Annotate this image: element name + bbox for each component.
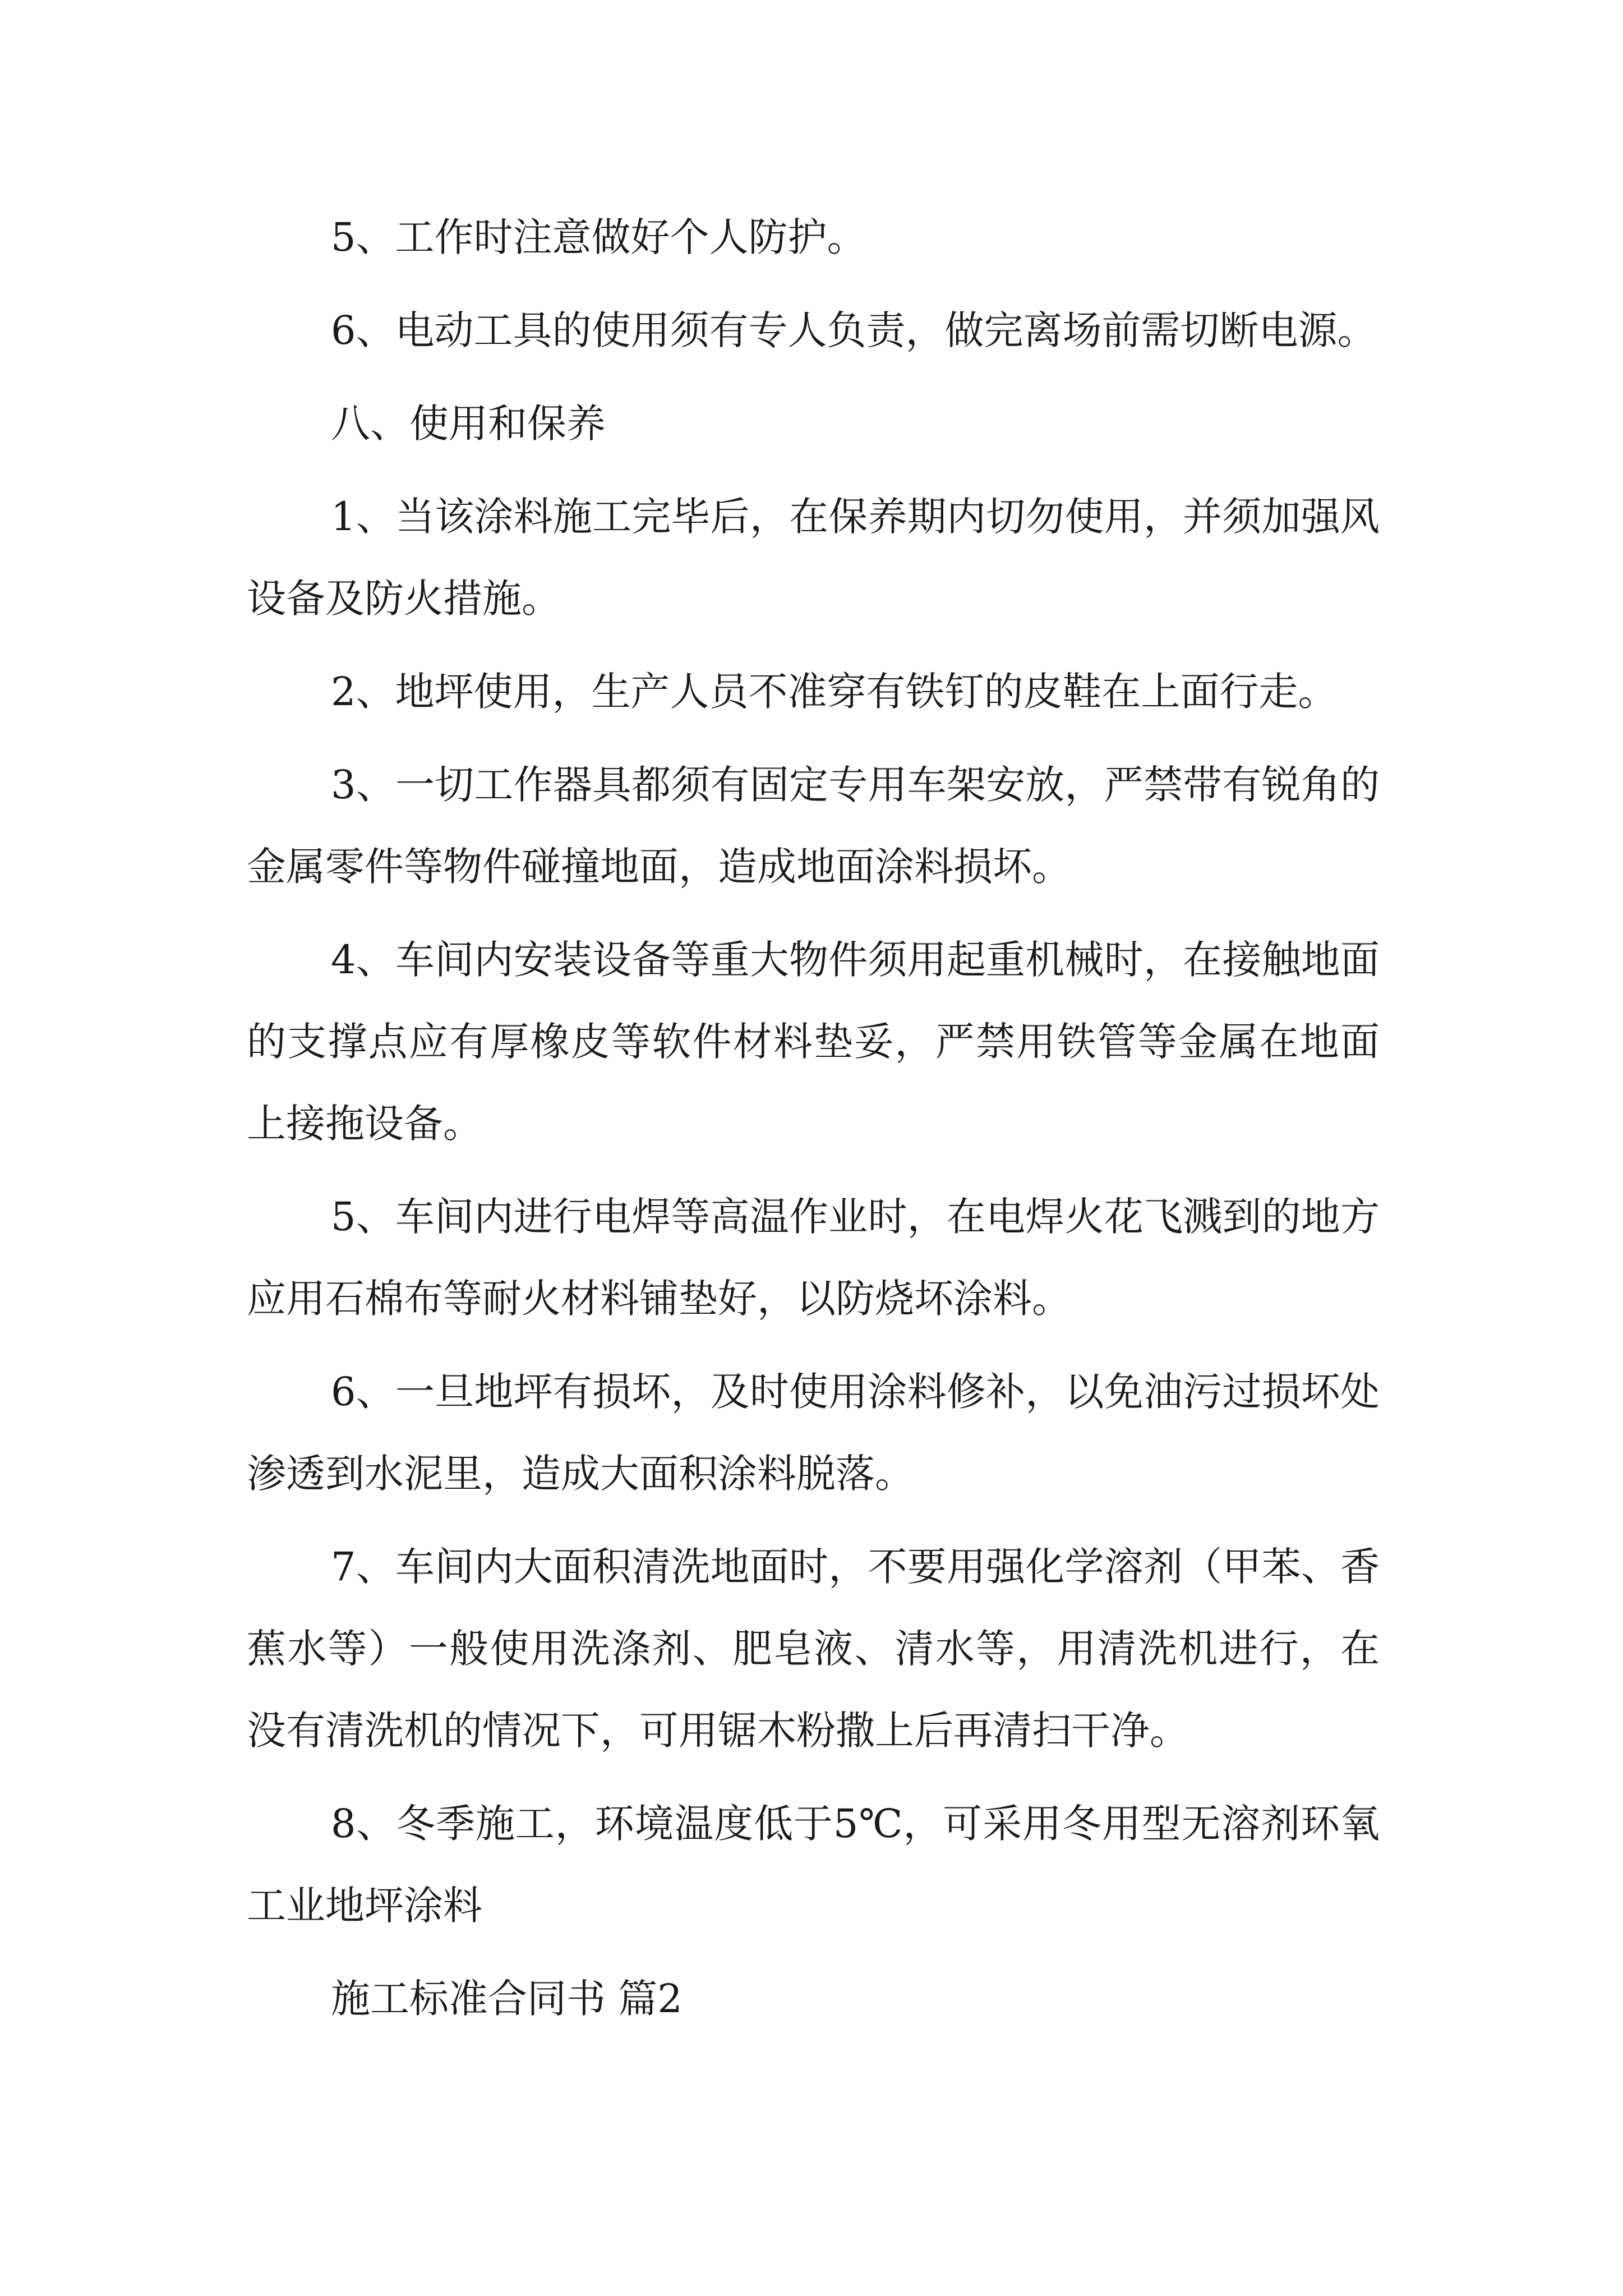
paragraph-item-2-shoes: 2、地坪使用，生产人员不准穿有铁钉的皮鞋在上面行走。 — [331, 669, 1338, 715]
paragraph-item-8-winter: 8、冬季施工，环境温度低于5℃，可采用冬用型无溶剂环氧工业地坪涂料 — [247, 1801, 1380, 1929]
section-heading-usage-maintenance: 八、使用和保养 — [331, 401, 606, 447]
paragraph-item-5-protection: 5、工作时注意做好个人防护。 — [331, 214, 866, 260]
paragraph-item-6-repair: 6、一旦地坪有损坏，及时使用涂料修补，以免油污过损坏处渗透到水泥里，造成大面积涂料脱落。 — [247, 1369, 1380, 1497]
paragraph-item-1-curing: 1、当该涂料施工完毕后，在保养期内切勿使用，并须加强风设备及防火措施。 — [247, 494, 1380, 622]
paragraph-item-7-cleaning: 7、车间内大面积清洗地面时，不要用强化学溶剂（甲苯、香蕉水等）一般使用洗涤剂、肥皂液、清水等，用清洗机进行，在没有清洗机的情况下，可用锯木粉撒上后再清扫干净。 — [247, 1544, 1380, 1754]
section-heading-contract-part2: 施工标准合同书 篇2 — [331, 1976, 683, 2022]
paragraph-item-6-power-tools: 6、电动工具的使用须有专人负责，做完离场前需切断电源。 — [331, 307, 1377, 353]
document-body — [247, 196, 1380, 2051]
paragraph-item-4-heavy-equipment: 4、车间内安装设备等重大物件须用起重机械时，在接触地面的支撑点应有厚橡皮等软件材料垫妥，严禁用铁管等金属在地面上接拖设备。 — [247, 937, 1380, 1147]
paragraph-item-5-welding: 5、车间内进行电焊等高温作业时，在电焊火花飞溅到的地方应用石棉布等耐火材料铺垫好，以防烧坏涂料。 — [247, 1194, 1380, 1322]
paragraph-item-3-tools: 3、一切工作器具都须有固定专用车架安放，严禁带有锐角的金属零件等物件碰撞地面，造成地面涂料损坏。 — [247, 762, 1380, 890]
